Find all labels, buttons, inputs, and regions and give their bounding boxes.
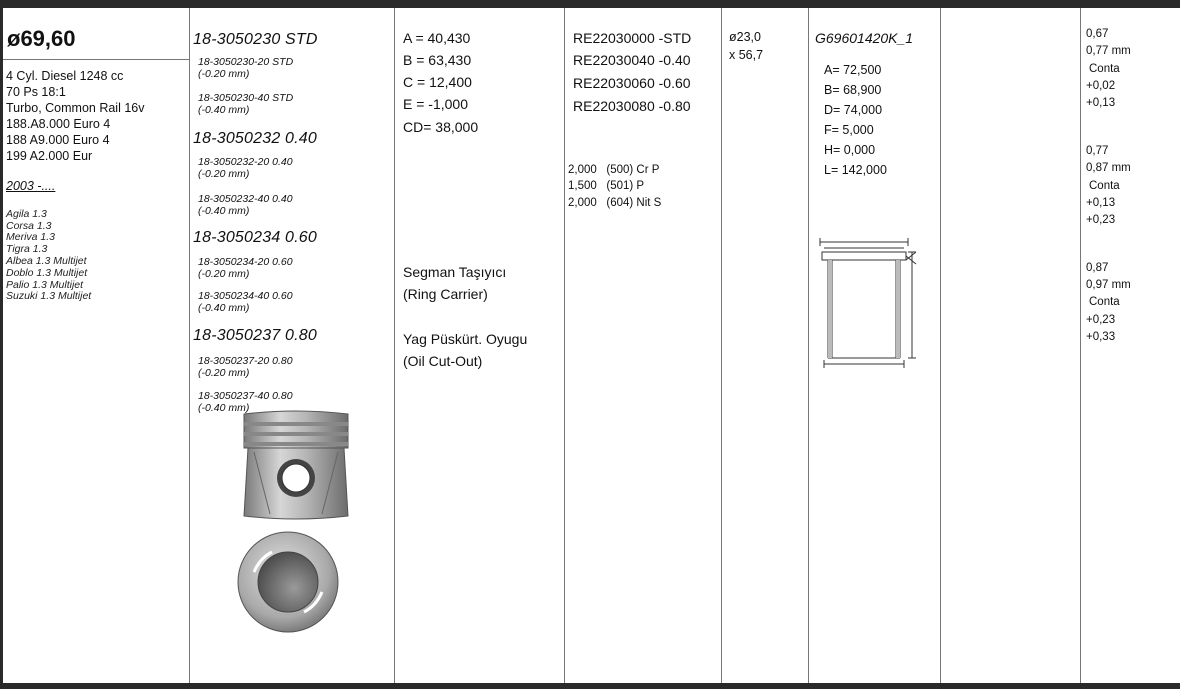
piston-dimension: E = -1,000 [403,96,468,112]
column-divider [940,8,941,683]
gasket-label: Conta [1089,296,1120,308]
gasket-label: Conta [1089,63,1120,75]
engine-info-line: 70 Ps 18:1 [6,85,66,99]
gasket-protrusion: +0,23 [1086,214,1116,226]
piston-sub-code: 18-3050234-40 0.60 [198,290,293,302]
piston-sub-size: (-0.40 mm) [198,104,250,116]
ring-carrier-label-en: (Ring Carrier) [403,286,488,302]
cylinder-liner-drawing [812,234,924,382]
vehicle-model: Corsa 1.3 [6,220,52,232]
gasket-thickness: 0,87 [1086,262,1109,274]
gasket-protrusion: +0,13 [1086,197,1116,209]
liner-dimension: B= 68,900 [824,83,882,97]
piston-part-number: 18-3050230 STD [193,31,318,48]
piston-sub-code: 18-3050232-40 0.40 [198,193,293,205]
top-border [0,0,1180,8]
piston-sub-size: (-0.40 mm) [198,205,250,217]
ring-set-code: RE22030000 -STD [573,30,692,46]
engine-info-line: Turbo, Common Rail 16v [6,101,145,115]
column-divider [564,8,565,683]
bottom-border [0,683,1180,689]
piston-sub-code: 18-3050230-20 STD [198,56,294,68]
piston-dimension: A = 40,430 [403,30,471,46]
column-divider [808,8,809,683]
liner-dimension: F= 5,000 [824,123,874,137]
piston-part-number: 18-3050237 0.80 [193,327,317,344]
vehicle-model: Doblo 1.3 Multijet [6,267,88,279]
column-divider [1080,8,1081,683]
piston-sub-code: 18-3050237-20 0.80 [198,355,293,367]
ring-set-code: RE22030060 -0.60 [573,75,691,91]
piston-side-illustration [232,408,360,523]
pin-diameter: ø23,0 [729,30,761,44]
piston-sub-code: 18-3050234-20 0.60 [198,256,293,268]
engine-info-line: 4 Cyl. Diesel 1248 cc [6,69,124,83]
piston-sub-code: 18-3050232-20 0.40 [198,156,293,168]
ring-spec: 1,500 (501) P [568,180,645,192]
gasket-protrusion: +0,33 [1086,331,1116,343]
oil-cutout-label-en: (Oil Cut-Out) [403,353,483,369]
column-divider [721,8,722,683]
liner-dimension: H= 0,000 [824,143,876,157]
vehicle-model: Agila 1.3 [6,208,47,220]
engine-info-line: 188 A9.000 Euro 4 [6,133,110,147]
gasket-protrusion: +0,13 [1086,97,1116,109]
gasket-thickness: 0,87 mm [1086,162,1131,174]
bore-diameter: ø69,60 [7,26,76,51]
piston-sub-code: 18-3050230-40 STD [198,92,294,104]
vehicle-model: Albea 1.3 Multijet [6,255,87,267]
ring-set-code: RE22030080 -0.80 [573,98,691,114]
piston-dimension: CD= 38,000 [403,119,479,135]
piston-sub-code: 18-3050237-40 0.80 [198,390,293,402]
engine-info-line: 199 A2.000 Eur [6,149,93,163]
engine-info-line: 188.A8.000 Euro 4 [6,117,111,131]
ring-spec: 2,000 (500) Cr P [568,164,660,176]
piston-top-illustration [236,528,340,636]
gasket-protrusion: +0,02 [1086,80,1116,92]
ring-spec: 2,000 (604) Nit S [568,197,662,209]
piston-dimension: C = 12,400 [403,74,472,90]
gasket-thickness: 0,67 [1086,28,1109,40]
liner-dimension: L= 142,000 [824,163,887,177]
piston-sub-size: (-0.20 mm) [198,367,250,379]
oil-cutout-label: Yag Püskürt. Oyugu [403,331,528,347]
piston-sub-size: (-0.40 mm) [198,402,250,414]
liner-code: G69601420K_1 [815,30,914,46]
liner-dimension: A= 72,500 [824,63,882,77]
piston-sub-size: (-0.20 mm) [198,68,250,80]
column-divider [394,8,395,683]
vehicle-model: Tigra 1.3 [6,243,48,255]
gasket-thickness: 0,77 mm [1086,45,1131,57]
piston-part-number: 18-3050232 0.40 [193,130,317,147]
liner-dimension: D= 74,000 [824,103,883,117]
vehicle-model: Suzuki 1.3 Multijet [6,290,92,302]
piston-sub-size: (-0.40 mm) [198,302,250,314]
piston-dimension: B = 63,430 [403,52,472,68]
pin-length: x 56,7 [729,48,764,62]
vehicle-model: Meriva 1.3 [6,231,56,243]
piston-sub-size: (-0.20 mm) [198,268,250,280]
production-year: 2003 -.... [6,179,56,193]
gasket-label: Conta [1089,180,1120,192]
header-divider [3,59,189,60]
ring-carrier-label: Segman Taşıyıcı [403,264,507,280]
column-divider [189,8,190,683]
ring-set-code: RE22030040 -0.40 [573,52,691,68]
left-border [0,0,3,689]
gasket-protrusion: +0,23 [1086,314,1116,326]
gasket-thickness: 0,77 [1086,145,1109,157]
piston-sub-size: (-0.20 mm) [198,168,250,180]
piston-part-number: 18-3050234 0.60 [193,229,317,246]
gasket-thickness: 0,97 mm [1086,279,1131,291]
vehicle-model: Palio 1.3 Multijet [6,279,84,291]
